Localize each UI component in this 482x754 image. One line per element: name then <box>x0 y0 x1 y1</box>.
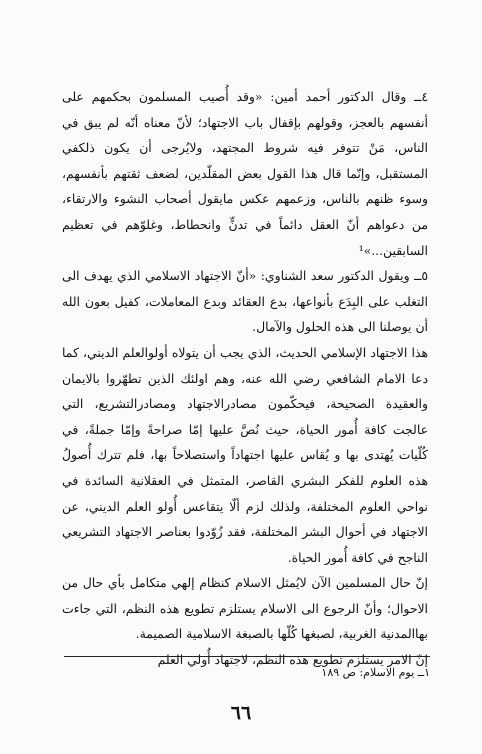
footnote-divider <box>64 656 430 657</box>
body-text <box>62 84 428 673</box>
paragraph-modern-ijtihad: هذا الاجتهاد الإسلامي الحديث، الذي يجب أن يتولاه أولوالعلم الديني، كما دعا الامام الشافعي رضي الله عنه، وهم اولئك الذين تطهّروا بالايمان والعقيدة الصحيحة، فيحكّمون مصادرالاجتهاد ومصادرالتشريع، التي عالجت كافة أُمور الحياة، حيث نُصَّ عليها إمّا صراحةً وإمّا جملةً، في كُلّيات يُهتدى بها و يُقاس عليها اجتهاداً واستصلاحاً بها، فلم تترك أُصولُ هذه العلوم للفكر البشري القاصر، المتمثل في العقلانية السائدة في نواحي العلوم المختلفة، ولذلك لزم ألّا يتقاعس أُولو العلم الديني، عن الاجتهاد في أحوال البشر المختلفة، فقد زُوّدوا بعناصر الاجتهاد التشريعي الناجح في كافة أُمور الحياة. <box>62 344 428 565</box>
paragraph-muslims-state: إنّ حال المسلمين الآن لايُمثل الاسلام كنظام إلهي متكامل بأي حال من الاحوال؛ وأنّ الرجوع الى الاسلام يستلزم تطويع هذه النظم، التي جاءت بهاالمدنية الغربية، لصبغها كُلّها بالصبغة الاسلامية الصميمة. <box>62 575 428 642</box>
paragraph-saad-shenawy-quote: ٥ــ ويقول الدكتور سعد الشناوي: «أنّ الاجتهاد الاسلامي الذي يهدف الى التغلب على البِدَع بأنواعها، بدع العقائد وبدع المعاملات، كفيل بعون الله أن يوصلنا الى هذه الحلول والآمال. <box>62 268 428 335</box>
paragraph-continuation: إنّ الامر يستلزم تطويع هذه النظم، لاجتهاد أُولي العلم <box>157 652 428 668</box>
page-number: ٦٦ <box>230 702 252 724</box>
paragraph-ahmad-amin-quote: ٤ــ وقال الدكتور أحمد أمين: «وقد أُصيب المسلمون بحكمهم على أنفسهم بالعجز، وقولهم بإقفال باب الاجتهاد؛ لأنّ معناه أنّه لم يبق في الناس، مَنْ تتوفر فيه شروط المجتهد، ولايُرجى أن يكون ذلكفي المستقبل، وإنّما قال هذا القول بعض المقلّدين، لضعف ثقتهم بأنفسهم، وسوء ظنهم بالناس، وزعمهم عكس مايقول أصحاب النشوء والارتقاء، من دعواهم أنّ العقل دائماً في تدنٍّ وانحطاط، وغلوّهم في تعظيم السابقين...»¹ <box>62 89 428 258</box>
footnote: ١ــ يوم الاسلام: ص ١٨٩ <box>321 666 430 679</box>
